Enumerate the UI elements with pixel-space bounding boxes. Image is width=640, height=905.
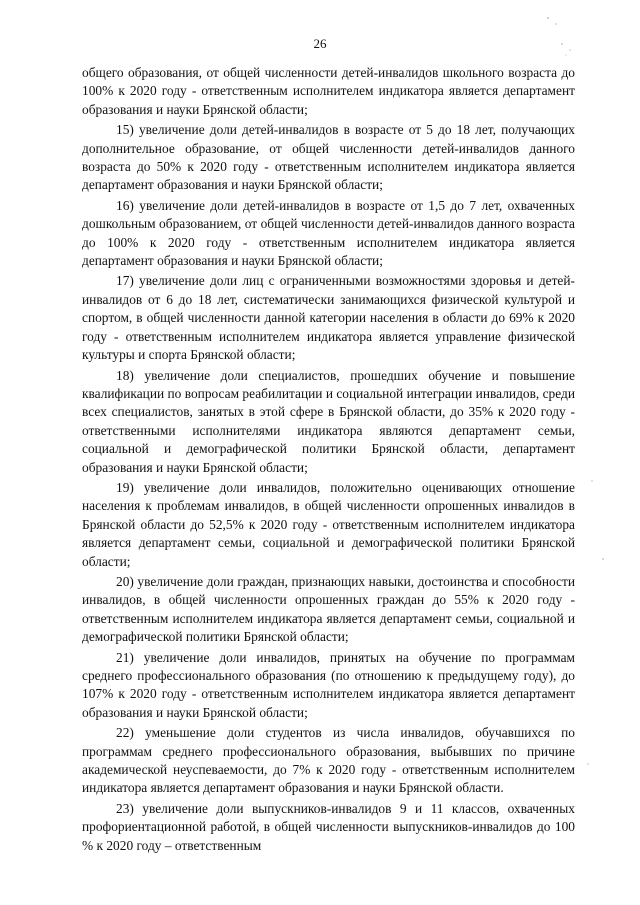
- paragraph-18: 18) увеличение доли специалистов, прошедших обучение и повышение квалификации по вопросам реабилитации и социальной интеграции инвалидов, среди всех специалистов, занятых в этой сфере в Брянской области, до 35% к 2020 году - ответственными исполнителями индикатора являются департамент семьи, социальной и демографической политики Брянской области, департамент образования и науки Брянской области;: [82, 367, 575, 475]
- paragraph-22: 22) уменьшение доли студентов из числа инвалидов, обучавшихся по программам среднего профессионального образования, выбывших по причине академической неуспеваемости, до 7% к 2020 году - ответственным исполнителем индикатора является департамент образования и науки Брянской области.: [82, 725, 575, 796]
- paragraph-17: 17) увеличение доли лиц с ограниченными возможностями здоровья и детей-инвалидов от 6 до 18 лет, систематически занимающихся физической культурой и спортом, в общей численности данной категории населения в области до 69% к 2020 году - ответственным исполнителем индикатора является управление физической культуры и спорта Брянской области;: [82, 273, 575, 363]
- paragraph-20: 20) увеличение доли граждан, признающих навыки, достоинства и способности инвалидов, в общей численности опрошенных граждан до 55% к 2020 году - ответственным исполнителем индикатора является департамент семьи, социальной и демографической политики Брянской области;: [82, 573, 575, 645]
- paragraph-23: 23) увеличение доли выпускников-инвалидов 9 и 11 классов, охваченных профориентационной работой, в общей численности выпускников-инвалидов до 100 % к 2020 году – ответственным: [82, 800, 575, 853]
- paragraph-15: 15) увеличение доли детей-инвалидов в возрасте от 5 до 18 лет, получающих дополнительное образование, от общей численности детей-инвалидов данного возраста до 50% к 2020 году - ответственным исполнителем индикатора является департамент образования и науки Брянской области;: [82, 122, 575, 193]
- paragraph-21: 21) увеличение доли инвалидов, принятых на обучение по программам среднего профессионального образования (по отношению к предыдущему году), до 107% к 2020 году - ответственным исполнителем индикатора является департамент образования и науки Брянской области;: [82, 649, 575, 720]
- paragraph-14-continuation: общего образования, от общей численности детей-инвалидов школьного возраста до 100% к 2020 году - ответственным исполнителем индикатора является департамент образования и науки Брянской области;: [82, 65, 575, 117]
- paragraph-16: 16) увеличение доли детей-инвалидов в возрасте от 1,5 до 7 лет, охваченных дошкольным образованием, от общей численности детей-инвалидов данного возраста до 100% к 2020 году - ответственным исполнителем индикатора является департамент образования и науки Брянской области;: [82, 197, 575, 269]
- paragraph-19: 19) увеличение доли инвалидов, положительно оценивающих отношение населения к проблемам инвалидов, в общей численности опрошенных инвалидов в Брянской области до 52,5% к 2020 году - ответственным исполнителем индикатора является департамент семьи, социальной и демографической политики Брянской области;: [82, 479, 575, 569]
- page-number: 26: [313, 36, 327, 51]
